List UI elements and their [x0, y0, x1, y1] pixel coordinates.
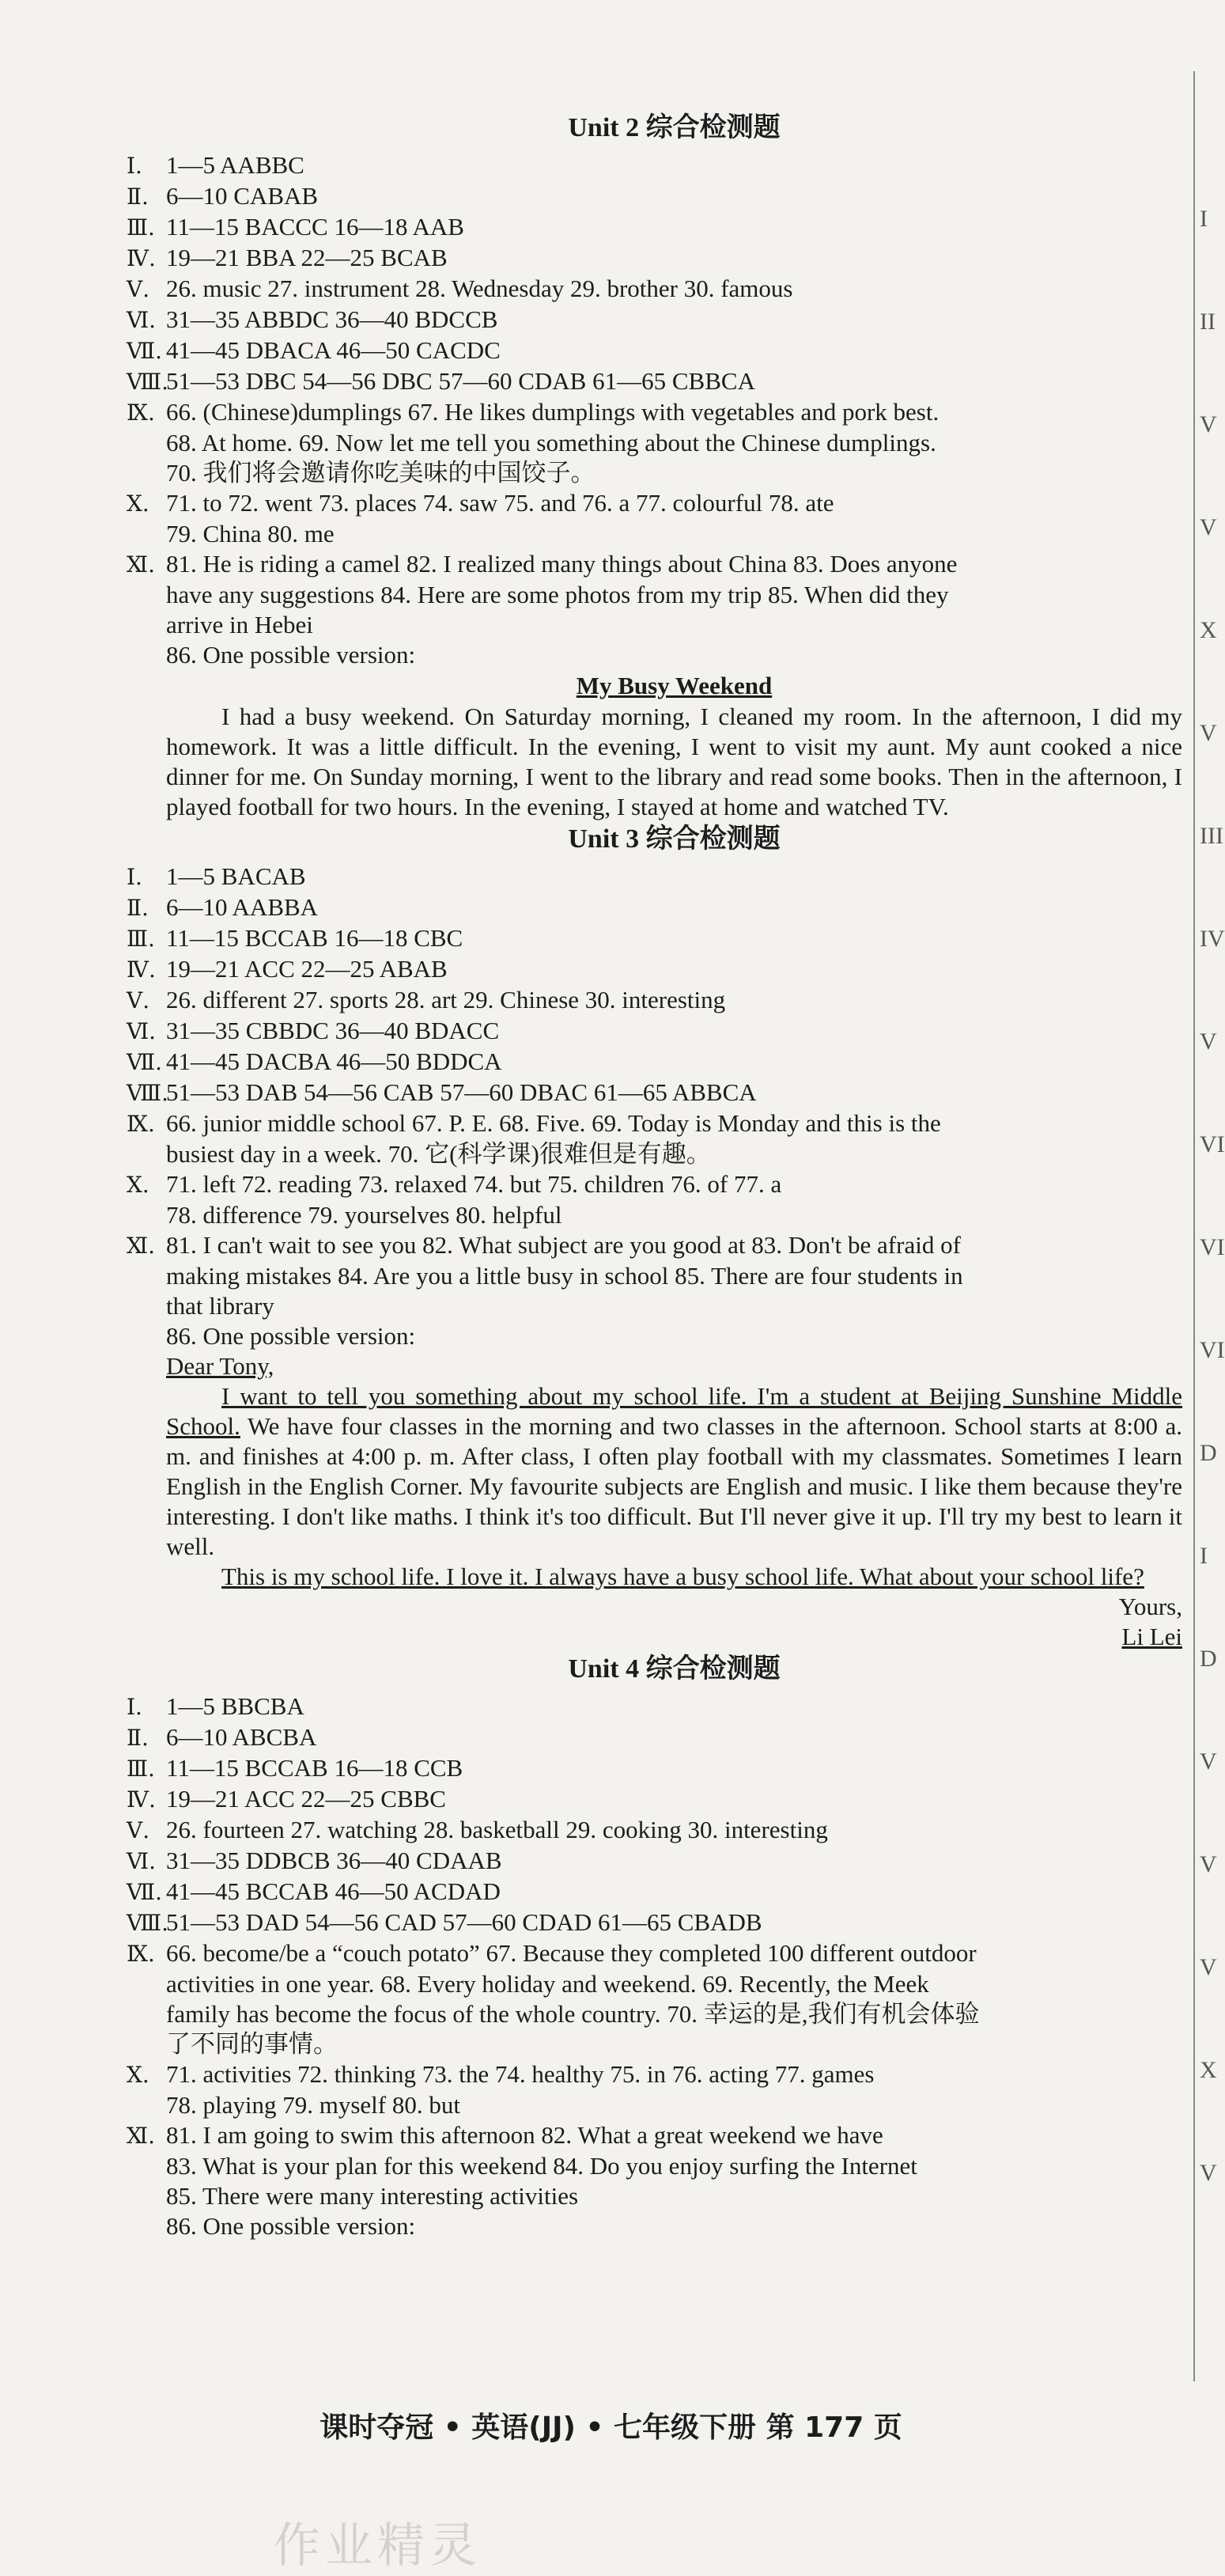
answer-line [127, 335, 1182, 366]
answer-text: 11—15 BCCAB 16—18 CBC [166, 924, 463, 952]
unit2-essay: I had a busy weekend. On Saturday morning, I cleaned my room. In the afternoon, I did my homework. It was a little difficult. In the evening, I went to visit my aunt. My aunt cooked a nice dinner for me. On Sunday morning, I went to the library and read some books. Then in the afternoon, I played football for two hours. In the evening, I stayed at home and watched TV. [166, 703, 1182, 820]
edge-mark: V [1200, 1954, 1217, 1980]
answer-text: 6—10 CABAB [166, 182, 319, 210]
unit4-section [127, 1652, 1182, 2241]
answer-text: 66. become/be a “couch potato” 67. Because they completed 100 different outdoor [166, 1939, 977, 1967]
essay-title: My Busy Weekend [576, 672, 773, 699]
answer-text: 51—53 DAB 54—56 CAB 57—60 DBAC 61—65 ABBCA [166, 1078, 757, 1106]
answer-line [166, 2211, 1182, 2241]
answer-line [127, 2059, 1182, 2090]
answer-line [127, 366, 1182, 397]
section-number: Ⅳ. [127, 245, 156, 271]
answer-line [166, 519, 1182, 549]
answer-line [127, 150, 1182, 181]
section-number: Ⅳ. [127, 1786, 156, 1813]
letter-salutation: Dear Tony, [166, 1352, 274, 1380]
answer-text: 31—35 DDBCB 36—40 CDAAB [166, 1847, 502, 1874]
watermark: 作业精灵 [273, 2518, 482, 2574]
edge-mark: V [1200, 2160, 1217, 2186]
answer-text: 19—21 ACC 22—25 CBBC [166, 1785, 446, 1813]
section-number: Ⅵ. [127, 1848, 157, 1874]
edge-mark: V [1200, 1851, 1217, 1877]
section-number: Ⅶ. [127, 338, 163, 364]
answer-line [127, 549, 1182, 580]
answer-line [127, 243, 1182, 274]
letter-paragraph-1 [166, 1381, 1182, 1562]
section-number: Ⅴ. [127, 276, 150, 302]
answer-line [127, 892, 1182, 923]
section-number: Ⅸ. [127, 1111, 155, 1137]
section-number: Ⅶ. [127, 1049, 163, 1075]
section-number: Ⅱ. [127, 184, 149, 210]
answer-text: 86. One possible version: [166, 641, 416, 669]
section-number: Ⅴ. [127, 987, 150, 1013]
answer-line [127, 305, 1182, 335]
answer-line [127, 1078, 1182, 1108]
answer-line [127, 488, 1182, 519]
answer-text: 26. different 27. sports 28. art 29. Chinese 30. interesting [166, 986, 726, 1013]
answer-line [127, 1907, 1182, 1938]
edge-mark: V [1200, 1748, 1217, 1775]
answer-text: 26. fourteen 27. watching 28. basketball 29. cooking 30. interesting [166, 1816, 828, 1843]
answer-text: 1—5 BACAB [166, 862, 306, 890]
edge-mark: D [1200, 1646, 1217, 1672]
answer-text: 81. He is riding a camel 82. I realized many things about China 83. Does anyone [166, 550, 958, 578]
adjacent-page-edge [1184, 71, 1225, 2381]
answer-text: 6—10 ABCBA [166, 1723, 317, 1751]
answer-text: 79. China 80. me [166, 520, 335, 547]
section-number: Ⅴ. [127, 1817, 150, 1843]
answer-line [166, 1261, 1182, 1291]
letter-paragraph-2: This is my school life. I love it. I always have a busy school life. What about your school life? [221, 1563, 1144, 1590]
edge-mark: V [1200, 1029, 1217, 1055]
answer-line [127, 274, 1182, 305]
section-number: Ⅹ. [127, 491, 149, 517]
answer-text: have any suggestions 84. Here are some photos from my trip 85. When did they [166, 581, 949, 608]
answer-line [127, 2120, 1182, 2151]
answer-text: 了不同的事情。 [166, 2030, 338, 2058]
answer-text: family has become the focus of the whole country. 70. 幸运的是,我们有机会体验 [166, 2000, 980, 2028]
answer-text: 11—15 BCCAB 16—18 CCB [166, 1754, 463, 1782]
answer-line [127, 1753, 1182, 1784]
answer-text: 41—45 DBACA 46—50 CACDC [166, 336, 501, 364]
answer-line [127, 1169, 1182, 1200]
section-number: Ⅰ. [127, 153, 142, 179]
unit2-section [127, 111, 1182, 822]
answer-text: 11—15 BACCC 16—18 AAB [166, 213, 464, 241]
answer-line [127, 1016, 1182, 1047]
answer-line [166, 458, 1182, 488]
section-number: Ⅶ. [127, 1879, 163, 1905]
answer-line [127, 1047, 1182, 1078]
edge-mark: D [1200, 1440, 1217, 1466]
answer-text: 86. One possible version: [166, 2212, 416, 2240]
answer-text: 85. There were many interesting activities [166, 2182, 579, 2210]
edge-mark: VI [1200, 1234, 1225, 1260]
section-number: Ⅺ. [127, 551, 156, 578]
answer-text: 19—21 BBA 22—25 BCAB [166, 244, 448, 271]
edge-mark: V [1200, 411, 1217, 438]
answer-line [127, 862, 1182, 892]
section-number: Ⅲ. [127, 926, 155, 952]
edge-mark: V [1200, 720, 1217, 746]
answer-text: arrive in Hebei [166, 611, 313, 638]
letter-signature: Li Lei [1121, 1623, 1182, 1650]
answer-text: 51—53 DBC 54—56 DBC 57—60 CDAB 61—65 CBBCA [166, 367, 755, 395]
letter-closing: Yours, [1118, 1593, 1182, 1620]
section-number: Ⅲ. [127, 214, 155, 241]
unit2-title: Unit 2 综合检测题 [568, 113, 781, 142]
section-number: Ⅵ. [127, 1018, 157, 1044]
unit3-section [127, 822, 1182, 1652]
answer-line [127, 1230, 1182, 1261]
answer-line [166, 2181, 1182, 2211]
answer-line [127, 1846, 1182, 1877]
section-number: Ⅷ. [127, 1080, 169, 1106]
section-number: Ⅳ. [127, 957, 156, 983]
answer-line [127, 212, 1182, 243]
answer-text: 83. What is your plan for this weekend 84. Do you enjoy surfing the Internet [166, 2152, 917, 2180]
answer-line [127, 1722, 1182, 1753]
answer-text: 71. to 72. went 73. places 74. saw 75. and 76. a 77. colourful 78. ate [166, 489, 834, 517]
section-number: Ⅺ. [127, 2123, 156, 2149]
answer-line [166, 580, 1182, 610]
answer-line [166, 1200, 1182, 1230]
section-number: Ⅷ. [127, 369, 169, 395]
answer-text: making mistakes 84. Are you a little busy in school 85. There are four students in [166, 1262, 963, 1290]
answer-content [127, 111, 1182, 2241]
answer-line [127, 985, 1182, 1016]
edge-mark: X [1200, 2057, 1217, 2083]
edge-mark: X [1200, 617, 1217, 643]
letter-p1-underlined: I want to tell you something about my school life. I'm a student at Beijing Sunshine Middle School. [166, 1382, 1182, 1440]
section-number: Ⅱ. [127, 1725, 149, 1751]
answer-text: 78. difference 79. yourselves 80. helpful [166, 1201, 562, 1229]
answer-line [166, 610, 1182, 640]
section-number: Ⅰ. [127, 1694, 142, 1720]
answer-line [166, 2029, 1182, 2059]
answer-text: 66. (Chinese)dumplings 67. He likes dumplings with vegetables and pork best. [166, 398, 940, 426]
answer-line [166, 2151, 1182, 2181]
section-number: Ⅹ. [127, 1172, 149, 1198]
answer-text: 51—53 DAD 54—56 CAD 57—60 CDAD 61—65 CBADB [166, 1908, 762, 1936]
answer-text: that library [166, 1292, 274, 1320]
section-number: Ⅷ. [127, 1910, 169, 1936]
answer-line [127, 954, 1182, 985]
answer-text: 70. 我们将会邀请你吃美味的中国饺子。 [166, 459, 595, 487]
edge-mark: I [1200, 206, 1208, 232]
answer-line [127, 1691, 1182, 1722]
unit2-answers [127, 150, 1182, 670]
answer-line [127, 1938, 1182, 1969]
answer-text: 41—45 DACBA 46—50 BDDCA [166, 1047, 502, 1075]
answer-line [166, 1291, 1182, 1321]
answer-text: 31—35 CBBDC 36—40 BDACC [166, 1017, 500, 1044]
answer-text: 68. At home. 69. Now let me tell you something about the Chinese dumplings. [166, 429, 936, 456]
section-number: Ⅲ. [127, 1756, 155, 1782]
answer-text: 26. music 27. instrument 28. Wednesday 29. brother 30. famous [166, 275, 793, 302]
answer-line [127, 1815, 1182, 1846]
answer-line [127, 1877, 1182, 1907]
answer-line [127, 1784, 1182, 1815]
answer-text: 71. left 72. reading 73. relaxed 74. but 75. children 76. of 77. a [166, 1170, 782, 1198]
answer-line [166, 428, 1182, 458]
letter-p1-body: We have four classes in the morning and two classes in the afternoon. School starts at 8:00 a. m. and finishes at 4:00 p. m. After class, I often play football with my classmates. Sometimes I learn English in the English Corner. My favourite subjects are English and music. I like them because they're interesting. I don't like maths. I think it's too difficult. But I'll never give it up. I'll try my best to learn it well. [166, 1412, 1182, 1560]
answer-line [166, 1321, 1182, 1351]
answer-line [127, 1108, 1182, 1139]
edge-mark: VI [1200, 1337, 1225, 1363]
unit4-title: Unit 4 综合检测题 [568, 1654, 781, 1684]
answer-line [166, 640, 1182, 670]
edge-mark: IV [1200, 926, 1225, 952]
page-footer: 课时夺冠 • 英语(JJ) • 七年级下册 第 177 页 [319, 2411, 902, 2444]
section-number: Ⅰ. [127, 864, 142, 890]
section-number: Ⅸ. [127, 1941, 155, 1967]
section-number: Ⅱ. [127, 895, 149, 921]
answer-line [166, 1139, 1182, 1169]
answer-text: 81. I am going to swim this afternoon 82. What a great weekend we have [166, 2121, 883, 2149]
answer-line [127, 181, 1182, 212]
answer-text: 1—5 AABBC [166, 151, 304, 179]
section-number: Ⅵ. [127, 307, 157, 333]
answer-line [166, 1999, 1182, 2029]
answer-text: 19—21 ACC 22—25 ABAB [166, 955, 448, 983]
answer-text: activities in one year. 68. Every holiday and weekend. 69. Recently, the Meek [166, 1970, 929, 1998]
answer-text: 41—45 BCCAB 46—50 ACDAD [166, 1877, 501, 1905]
answer-text: 81. I can't wait to see you 82. What subject are you good at 83. Don't be afraid of [166, 1231, 961, 1259]
page-divider [1193, 71, 1195, 2381]
answer-line [127, 923, 1182, 954]
answer-line [166, 2090, 1182, 2120]
answer-text: 31—35 ABBDC 36—40 BDCCB [166, 305, 498, 333]
edge-mark: I [1200, 1543, 1208, 1569]
section-number: Ⅺ. [127, 1233, 156, 1259]
unit4-answers [127, 1691, 1182, 2241]
answer-text: 6—10 AABBA [166, 893, 319, 921]
section-number: Ⅸ. [127, 400, 155, 426]
answer-text: 71. activities 72. thinking 73. the 74. healthy 75. in 76. acting 77. games [166, 2060, 875, 2088]
answer-text: 66. junior middle school 67. P. E. 68. Five. 69. Today is Monday and this is the [166, 1109, 941, 1137]
edge-mark: V [1200, 514, 1217, 540]
section-number: Ⅹ. [127, 2062, 149, 2088]
answer-line [166, 1969, 1182, 1999]
answer-text: 78. playing 79. myself 80. but [166, 2091, 460, 2119]
unit3-answers [127, 862, 1182, 1351]
unit3-title: Unit 3 综合检测题 [568, 824, 781, 854]
answer-text: 1—5 BBCBA [166, 1692, 304, 1720]
answer-text: busiest day in a week. 70. 它(科学课)很难但是有趣。 [166, 1140, 711, 1168]
answer-text: 86. One possible version: [166, 1322, 416, 1350]
edge-mark: III [1200, 823, 1223, 849]
edge-mark: VI [1200, 1131, 1225, 1157]
answer-line [127, 397, 1182, 428]
edge-mark: II [1200, 309, 1216, 335]
